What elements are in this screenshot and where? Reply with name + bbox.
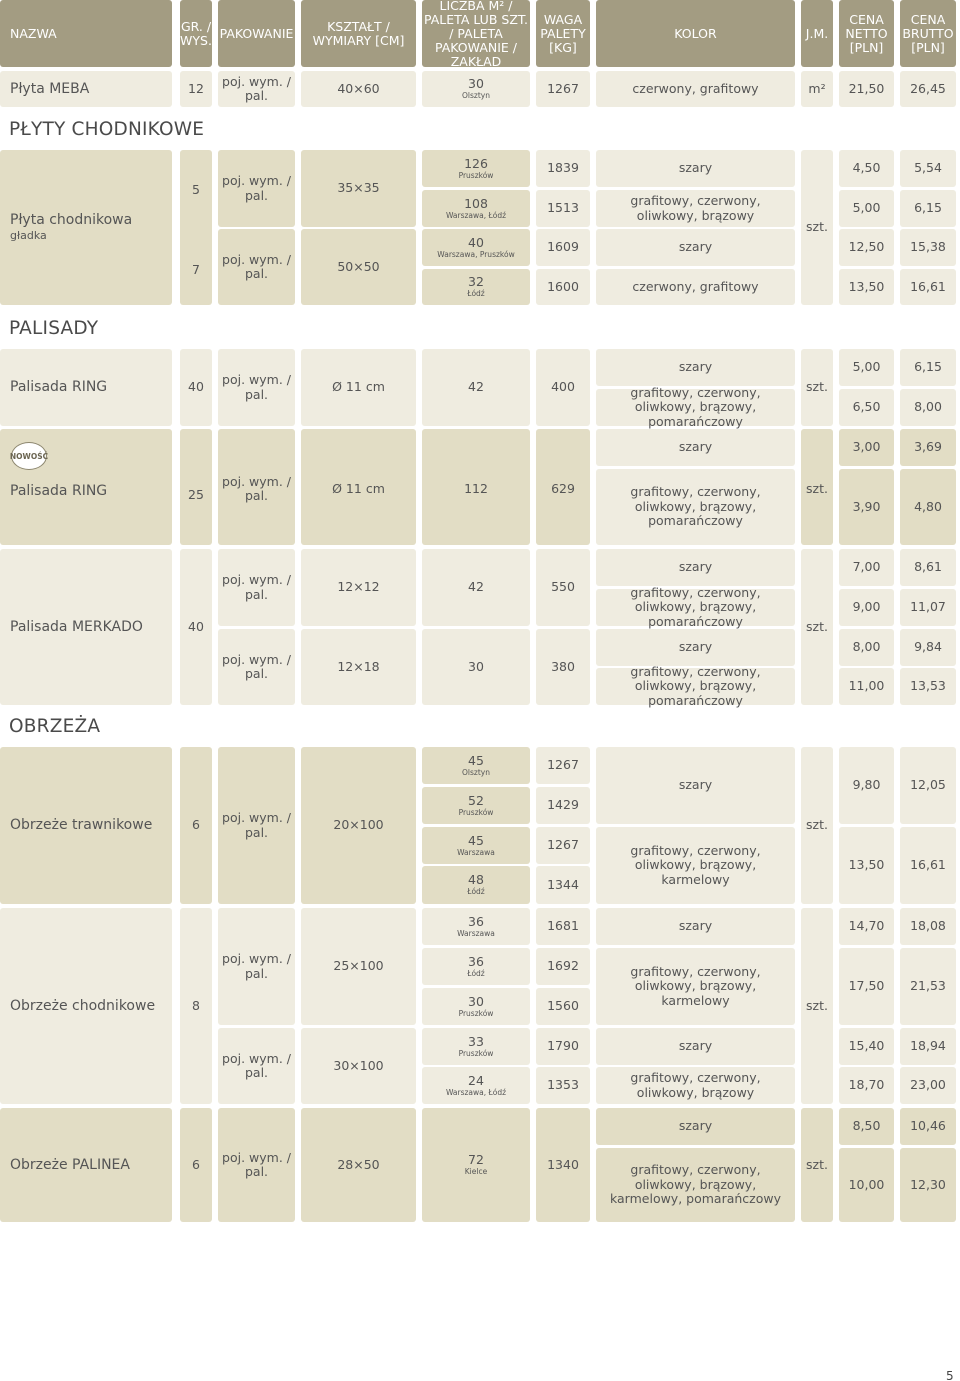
ring2-dims: Ø 11 cm — [301, 429, 416, 545]
ring2-brutto-2: 4,80 — [900, 469, 956, 545]
plyta-weight-1: 1839 — [536, 150, 590, 187]
section-title-palisady: PALISADY — [9, 318, 99, 339]
ring1-brutto-1: 6,15 — [900, 349, 956, 386]
trawnikowe-brutto-2: 16,61 — [900, 827, 956, 904]
ring2-netto-2: 3,90 — [839, 469, 894, 545]
plyta-weight-4: 1600 — [536, 269, 590, 305]
plyta-color-2: grafitowy, czerwony, oliwkowy, brązowy — [596, 190, 795, 227]
chodnikowe-dims-1: 25×100 — [301, 908, 416, 1025]
header-ksztalt: KSZTAŁT / WYMIARY [CM] — [301, 0, 416, 67]
plyta-color-3: szary — [596, 229, 795, 266]
merkado-color-4: grafitowy, czerwony, oliwkowy, brązowy, pomarańczowy — [596, 668, 795, 705]
plyta-qty-3: 40 Warszawa, Pruszków — [422, 229, 530, 266]
merkado-netto-3: 8,00 — [839, 629, 894, 666]
trawnikowe-dims: 20×100 — [301, 747, 416, 904]
chodnikowe-qty-3: 30 Pruszków — [422, 988, 530, 1025]
plyta-netto-3: 12,50 — [839, 229, 894, 266]
plyta-qty-2: 108 Warszawa, Łódź — [422, 190, 530, 227]
meba-brutto: 26,45 — [900, 71, 956, 107]
page-number: 5 — [946, 1369, 954, 1381]
product-name-ring-1: Palisada RING — [0, 349, 172, 426]
meba-gr: 12 — [180, 71, 212, 107]
merkado-weight-1: 550 — [536, 549, 590, 626]
header-liczba: LICZBA M² / PALETA LUB SZT. / PALETA PAKOWANIE / ZAKŁAD — [424, 0, 529, 69]
ring1-gr: 40 — [180, 349, 212, 426]
palinea-gr: 6 — [180, 1108, 212, 1222]
plyta-unit: szt. — [801, 150, 833, 305]
trawnikowe-color-1: szary — [596, 747, 795, 824]
product-name-palinea: Obrzeże PALINEA — [0, 1108, 172, 1222]
merkado-qty-1: 42 — [422, 549, 530, 626]
meba-color: czerwony, grafitowy — [596, 71, 795, 107]
ring1-brutto-2: 8,00 — [900, 389, 956, 426]
chodnikowe-color-3: szary — [596, 1028, 795, 1065]
palinea-packaging: poj. wym. / pal. — [218, 1108, 295, 1222]
palinea-netto-1: 8,50 — [839, 1108, 894, 1145]
ring1-netto-1: 5,00 — [839, 349, 894, 386]
palinea-unit: szt. — [801, 1108, 833, 1222]
merkado-brutto-1: 8,61 — [900, 549, 956, 586]
ring1-unit: szt. — [801, 349, 833, 426]
trawnikowe-weight-1: 1267 — [536, 747, 590, 784]
merkado-color-3: szary — [596, 629, 795, 666]
ring1-weight: 400 — [536, 349, 590, 426]
chodnikowe-weight-4: 1790 — [536, 1028, 590, 1065]
merkado-netto-2: 9,00 — [839, 589, 894, 626]
palinea-dims: 28×50 — [301, 1108, 416, 1222]
meba-unit: m² — [801, 71, 833, 107]
chodnikowe-packaging-2: poj. wym. / pal. — [218, 1028, 295, 1104]
chodnikowe-color-2: grafitowy, czerwony, oliwkowy, brązowy, karmelowy — [596, 948, 795, 1025]
palinea-color-2: grafitowy, czerwony, oliwkowy, brązowy, karmelowy, pomarańczowy — [596, 1148, 795, 1222]
palinea-brutto-1: 10,46 — [900, 1108, 956, 1145]
merkado-gr: 40 — [180, 549, 212, 705]
ring1-color-2: grafitowy, czerwony, oliwkowy, brązowy, pomarańczowy — [596, 389, 795, 426]
trawnikowe-qty-3: 45 Warszawa — [422, 827, 530, 864]
trawnikowe-gr: 6 — [180, 747, 212, 904]
plyta-brutto-3: 15,38 — [900, 229, 956, 266]
meba-qty: 30 Olsztyn — [422, 71, 530, 107]
trawnikowe-weight-2: 1429 — [536, 787, 590, 824]
plyta-netto-4: 13,50 — [839, 269, 894, 305]
plyta-netto-2: 5,00 — [839, 190, 894, 227]
product-name-meba: Płyta MEBA — [0, 71, 172, 107]
trawnikowe-qty-2: 52 Pruszków — [422, 787, 530, 824]
chodnikowe-weight-3: 1560 — [536, 988, 590, 1025]
chodnikowe-netto-4: 18,70 — [839, 1067, 894, 1104]
plyta-qty-4: 32 Łódź — [422, 269, 530, 305]
plyta-weight-3: 1609 — [536, 229, 590, 266]
chodnikowe-qty-2: 36 Łódź — [422, 948, 530, 985]
plyta-gr-1: 5 — [192, 182, 200, 197]
chodnikowe-dims-2: 30×100 — [301, 1028, 416, 1104]
header-jm: J.M. — [801, 0, 833, 67]
plyta-color-4: czerwony, grafitowy — [596, 269, 795, 305]
chodnikowe-qty-1: 36 Warszawa — [422, 908, 530, 945]
palinea-qty: 72 Kielce — [422, 1108, 530, 1222]
chodnikowe-netto-2: 17,50 — [839, 948, 894, 1025]
merkado-qty-2: 30 — [422, 629, 530, 705]
palinea-color-1: szary — [596, 1108, 795, 1145]
chodnikowe-qty-4: 33 Pruszków — [422, 1028, 530, 1065]
header-pakowanie: PAKOWANIE — [218, 0, 295, 67]
chodnikowe-brutto-1: 18,08 — [900, 908, 956, 945]
merkado-unit: szt. — [801, 549, 833, 705]
ring1-qty: 42 — [422, 349, 530, 426]
merkado-packaging-1: poj. wym. / pal. — [218, 549, 295, 626]
merkado-brutto-2: 11,07 — [900, 589, 956, 626]
plyta-qty-1: 126 Pruszków — [422, 150, 530, 187]
chodnikowe-packaging-1: poj. wym. / pal. — [218, 908, 295, 1025]
chodnikowe-brutto-2: 21,53 — [900, 948, 956, 1025]
chodnikowe-weight-5: 1353 — [536, 1067, 590, 1104]
section-title-obrzeza: OBRZEŻA — [9, 716, 101, 737]
chodnikowe-color-1: szary — [596, 908, 795, 945]
plyta-brutto-2: 6,15 — [900, 190, 956, 227]
section-title-plyty: PŁYTY CHODNIKOWE — [9, 119, 205, 140]
plyta-brutto-4: 16,61 — [900, 269, 956, 305]
trawnikowe-weight-4: 1344 — [536, 866, 590, 904]
trawnikowe-netto-1: 9,80 — [839, 747, 894, 824]
palinea-brutto-2: 12,30 — [900, 1148, 956, 1222]
meba-weight: 1267 — [536, 71, 590, 107]
ring1-netto-2: 6,50 — [839, 389, 894, 426]
chodnikowe-netto-3: 15,40 — [839, 1028, 894, 1065]
merkado-color-2: grafitowy, czerwony, oliwkowy, brązowy, pomarańczowy — [596, 589, 795, 626]
plyta-netto-1: 4,50 — [839, 150, 894, 187]
merkado-brutto-4: 13,53 — [900, 668, 956, 705]
merkado-color-1: szary — [596, 549, 795, 586]
header-brutto: CENA BRUTTO [PLN] — [900, 0, 956, 67]
ring2-color-2: grafitowy, czerwony, oliwkowy, brązowy, pomarańczowy — [596, 469, 795, 545]
plyta-gr — [180, 150, 212, 305]
merkado-netto-4: 11,00 — [839, 668, 894, 705]
chodnikowe-netto-1: 14,70 — [839, 908, 894, 945]
product-name-merkado: Palisada MERKADO — [0, 549, 172, 705]
chodnikowe-brutto-3: 18,94 — [900, 1028, 956, 1065]
chodnikowe-weight-1: 1681 — [536, 908, 590, 945]
chodnikowe-gr: 8 — [180, 908, 212, 1104]
ring1-dims: Ø 11 cm — [301, 349, 416, 426]
header-waga: WAGA PALETY [KG] — [536, 0, 590, 67]
ring2-gr: 25 — [180, 429, 212, 545]
plyta-brutto-1: 5,54 — [900, 150, 956, 187]
plyta-packaging-1: poj. wym. / pal. — [218, 150, 295, 227]
chodnikowe-unit: szt. — [801, 908, 833, 1104]
product-name-plyta-chodnikowa: Płyta chodnikowa gładka — [0, 150, 172, 305]
merkado-weight-2: 380 — [536, 629, 590, 705]
meba-dims: 40×60 — [301, 71, 416, 107]
merkado-netto-1: 7,00 — [839, 549, 894, 586]
header-gr: GR. / WYS. — [180, 0, 212, 67]
plyta-dims-2: 50×50 — [301, 229, 416, 305]
trawnikowe-weight-3: 1267 — [536, 827, 590, 864]
palinea-netto-2: 10,00 — [839, 1148, 894, 1222]
plyta-packaging-2: poj. wym. / pal. — [218, 229, 295, 305]
trawnikowe-qty-4: 48 Łódź — [422, 866, 530, 904]
ring2-packaging: poj. wym. / pal. — [218, 429, 295, 545]
chodnikowe-brutto-4: 23,00 — [900, 1067, 956, 1104]
ring2-unit: szt. — [801, 429, 833, 545]
product-name-trawnikowe: Obrzeże trawnikowe — [0, 747, 172, 904]
trawnikowe-netto-2: 13,50 — [839, 827, 894, 904]
ring2-qty: 112 — [422, 429, 530, 545]
trawnikowe-packaging: poj. wym. / pal. — [218, 747, 295, 904]
plyta-color-1: szary — [596, 150, 795, 187]
plyta-weight-2: 1513 — [536, 190, 590, 227]
ring2-netto-1: 3,00 — [839, 429, 894, 466]
chodnikowe-color-4: grafitowy, czerwony, oliwkowy, brązowy — [596, 1067, 795, 1104]
header-kolor: KOLOR — [596, 0, 795, 67]
meba-netto: 21,50 — [839, 71, 894, 107]
meba-packaging: poj. wym. / pal. — [218, 71, 295, 107]
merkado-dims-1: 12×12 — [301, 549, 416, 626]
ring2-color-1: szary — [596, 429, 795, 466]
ring1-packaging: poj. wym. / pal. — [218, 349, 295, 426]
header-nazwa: NAZWA — [0, 0, 172, 67]
product-name-chodnikowe: Obrzeże chodnikowe — [0, 908, 172, 1104]
plyta-gr-2: 7 — [192, 262, 200, 277]
trawnikowe-brutto-1: 12,05 — [900, 747, 956, 824]
product-name-ring-2: Palisada RING — [0, 429, 172, 545]
ring2-brutto-1: 3,69 — [900, 429, 956, 466]
ring1-color-1: szary — [596, 349, 795, 386]
chodnikowe-qty-5: 24 Warszawa, Łódź — [422, 1067, 530, 1104]
trawnikowe-unit: szt. — [801, 747, 833, 904]
trawnikowe-qty-1: 45 Olsztyn — [422, 747, 530, 784]
header-netto: CENA NETTO [PLN] — [839, 0, 894, 67]
merkado-brutto-3: 9,84 — [900, 629, 956, 666]
plyta-dims-1: 35×35 — [301, 150, 416, 227]
trawnikowe-color-2: grafitowy, czerwony, oliwkowy, brązowy, karmelowy — [596, 827, 795, 904]
new-badge: NOWOŚĆ — [11, 442, 47, 470]
chodnikowe-weight-2: 1692 — [536, 948, 590, 985]
palinea-weight: 1340 — [536, 1108, 590, 1222]
ring2-weight: 629 — [536, 429, 590, 545]
merkado-dims-2: 12×18 — [301, 629, 416, 705]
merkado-packaging-2: poj. wym. / pal. — [218, 629, 295, 705]
